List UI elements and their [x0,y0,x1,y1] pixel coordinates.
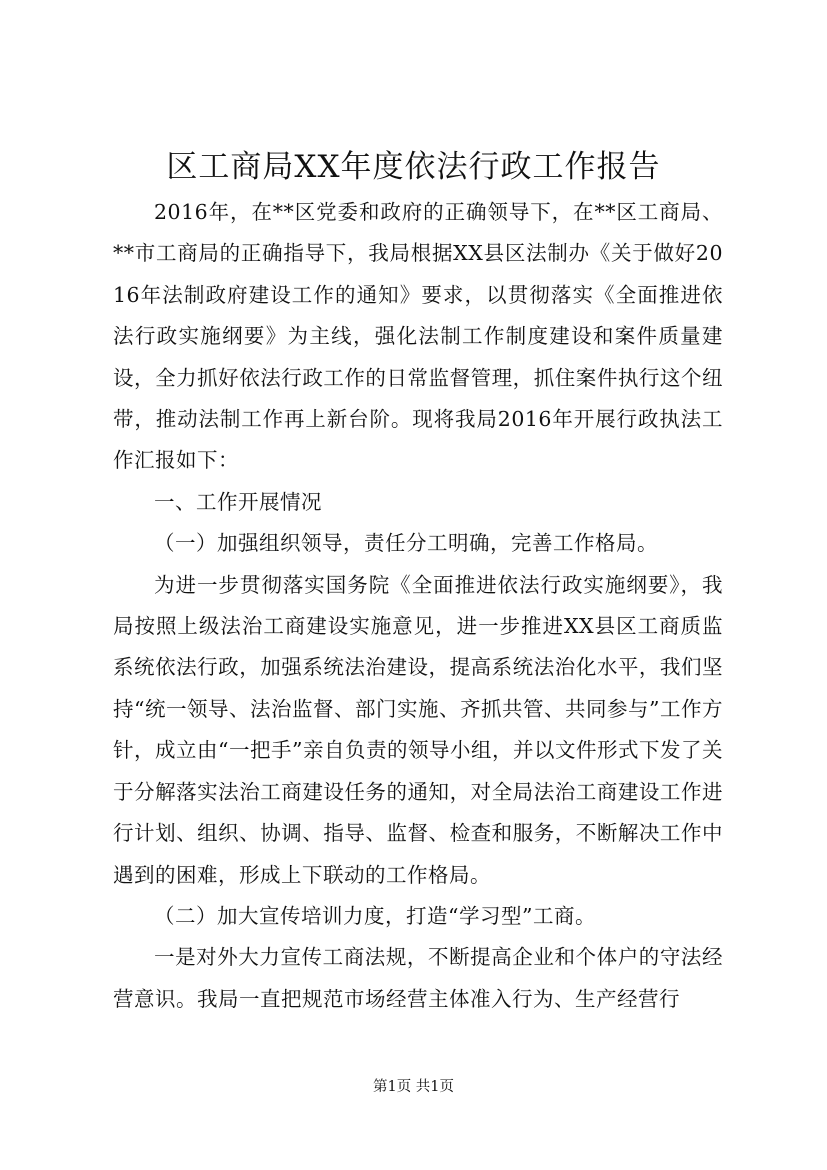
section-heading-work-status: 一、工作开展情况 [154,489,322,514]
paragraph-intro: 2016年，在**区党委和政府的正确领导下，在**区工商局、**市工商局的正确指导下，我局根据XX县区法制办《关于做好2016年法制政府建设工作的通知》要求，以贯彻落实《全面推进依法行政实施纲要》为主线，强化法制工作制度建设和案件质量建设，全力抓好依法行政工作的日常监督管理，抓住案件执行这个纽带，推动法制工作再上新台阶。现将我局2016年开展行政执法工作汇报如下： [113,200,723,473]
paragraph-training: 一是对外大力宣传工商法规，不断提高企业和个体户的守法经营意识。我局一直把规范市场经营主体准入行为、生产经营行 [113,945,723,1011]
document-title: 区工商局XX年度依法行政工作报告 [166,149,661,185]
page-number-footer: 第1页 共1页 [372,1079,455,1095]
subheading-organization: （一）加强组织领导，责任分工明确，完善工作格局。 [154,531,658,556]
subheading-training: （二）加大宣传培训力度，打造“学习型”工商。 [154,903,596,928]
paragraph-organization: 为进一步贯彻落实国务院《全面推进依法行政实施纲要》，我局按照上级法治工商建设实施意见，进一步推进XX县区工商质监系统依法行政，加强系统法治建设，提高系统法治化水平，我们坚持“统一领导、法治监督、部门实施、齐抓共管、共同参与”工作方针，成立由“一把手”亲自负责的领导小组，并以文件形式下发了关于分解落实法治工商建设任务的通知，对全局法治工商建设工作进行计划、组织、协调、指导、监督、检查和服务，不断解决工作中遇到的困难，形成上下联动的工作格局。 [113,572,723,887]
document-body [113,192,723,1020]
